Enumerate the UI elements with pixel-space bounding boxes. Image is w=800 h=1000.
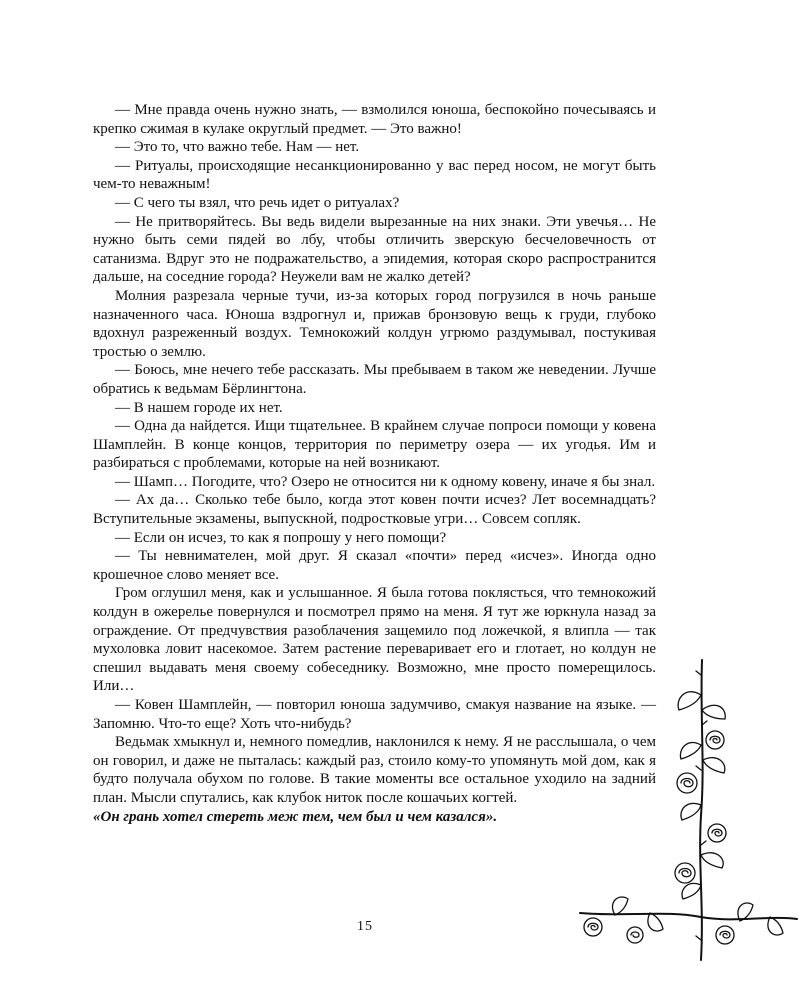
paragraph: — Если он исчез, то как я попрошу у него помощи? bbox=[115, 529, 447, 546]
paragraph: Гром оглушил меня, как и услышанное. Я была готова поклясться, что темнокожий колдун в ожерелье повернулся и посмотрел прямо на меня. Я тут же юркнула назад за ограждение. От предчувствия разоблачения защемило под ложечкой, я влипла — так мухоловка ловит насекомое. Затем растение переваривает его и глотает, но колдун не спешил выдавать меня своему собеседнику. Возможно, мне просто померещилось. Или… bbox=[93, 585, 656, 695]
paragraph: — В нашем городе их нет. bbox=[115, 399, 283, 416]
paragraph: — Это то, что важно тебе. Нам — нет. bbox=[115, 139, 360, 156]
paragraph: — Ах да… Сколько тебе было, когда этот ковен почти исчез? Лет восемнадцать? Вступительные экзамены, выпускной, подростковые угри… Совсем сопляк. bbox=[93, 492, 656, 528]
paragraph: Ведьмак хмыкнул и, немного помедлив, наклонился к нему. Я не расслышала, о чем он говорил, и даже не пыталась: каждый раз, стоило кому-то упомянуть мой дом, как я будто получала обухом по голове. В такие моменты все остальное уходило на задний план. Мысли спутались, как клубок ниток после кошачьих когтей. bbox=[93, 734, 656, 806]
paragraph: Молния разрезала черные тучи, из-за которых город погрузился в ночь раньше назначенного часа. Юноша вздрогнул и, прижав бронзовую вещь к груди, глубоко вдохнул разреженный воздух. Темнокожий колдун угрюмо раздумывал, постукивая тростью о землю. bbox=[93, 287, 656, 360]
paragraph: — Одна да найдется. Ищи тщательнее. В крайнем случае попроси помощи у ковена Шамплейн. В конце концов, территория по периметру озера — их угодья. Им и разбираться с проблемами, которые на ней возникают. bbox=[93, 418, 656, 472]
paragraph: — Боюсь, мне нечего тебе рассказать. Мы пребываем в таком же неведении. Лучше обратись к ведьмам Бёрлингтона. bbox=[93, 362, 656, 397]
epigraph-quote: «Он грань хотел стереть меж тем, чем был и чем казался». bbox=[93, 808, 498, 825]
page-text bbox=[93, 101, 656, 826]
paragraph: — Шамп… Погодите, что? Озеро не относится ни к одному ковену, иначе я бы знал. bbox=[115, 473, 656, 490]
paragraph: — Ты невнимателен, мой друг. Я сказал «почти» перед «исчез». Иногда одно крошечное слово меняет все. bbox=[93, 548, 656, 583]
rose-vine-ornament-icon bbox=[575, 655, 800, 1000]
paragraph: — Не притворяйтесь. Вы ведь видели вырезанные на них знаки. Эти увечья… Не нужно быть семи пядей во лбу, чтобы отличить зверскую бесчеловечность от сатанизма. Вдруг это не подражательство, а эпидемия, которая скоро распространится дальше, на соседние города? Неужели вам не жалко детей? bbox=[93, 213, 656, 286]
page-number: 15 bbox=[357, 919, 373, 934]
paragraph: — Ритуалы, происходящие несанкционированно у вас перед носом, не могут быть чем-то неважным! bbox=[93, 157, 656, 193]
paragraph: — Мне правда очень нужно знать, — взмолился юноша, беспокойно почесываясь и крепко сжимая в кулаке округлый предмет. — Это важно! bbox=[93, 102, 656, 137]
paragraph: — Ковен Шамплейн, — повторил юноша задумчиво, смакуя название на языке. — Запомню. Что-то еще? Хоть что-нибудь? bbox=[93, 697, 656, 732]
paragraph: — С чего ты взял, что речь идет о ритуалах? bbox=[115, 194, 400, 211]
